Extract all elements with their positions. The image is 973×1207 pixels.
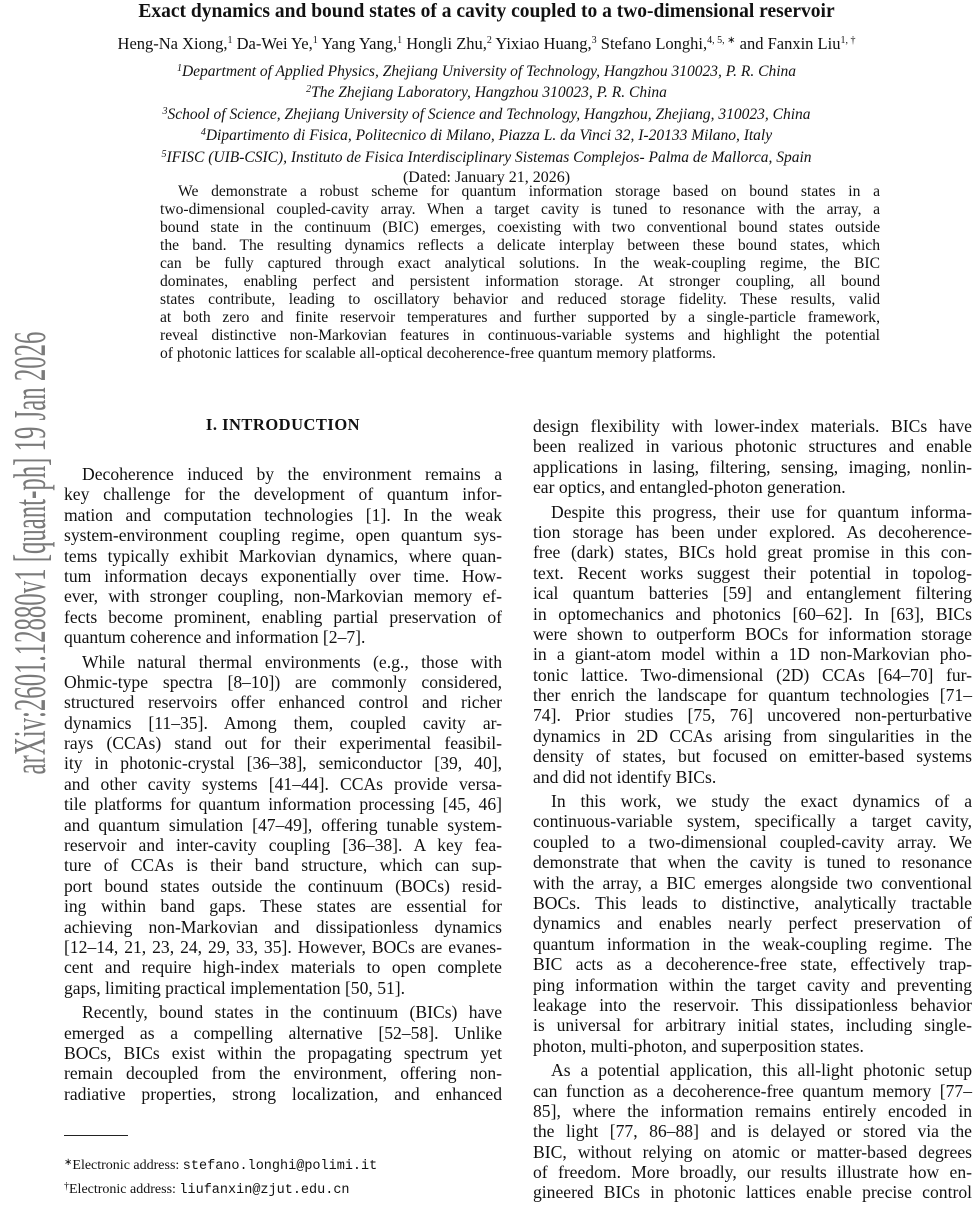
text-line: ing within band gaps. These states are essential for [64,896,502,917]
text-line: key challenge for the development of quantum infor- [64,484,502,505]
text-line: Despite this progress, their use for quantum informa- [551,501,972,522]
text-line: free (dark) states, BICs hold great promise in this con- [533,542,972,563]
text-line: dynamics and enables nearly perfect preservation of [533,913,972,934]
affiliations [0,61,973,168]
text-line: were shown to outperform BOCs for information storage [533,623,972,644]
abstract-line: reveal distinctive non-Markovian features in continuous-variable systems and highlight the potential [160,327,880,344]
affiliation [0,61,973,82]
paragraph [64,464,502,648]
text-line: been realized in various photonic structures and enable [533,436,972,457]
text-line: achieving non-Markovian and dissipationless dynamics [64,916,502,937]
footnote [64,1154,504,1178]
abstract-line: states contribute, leading to oscillatory behavior and reduced storage fidelity. These results, valid [160,291,880,308]
text-line: tonic lattice. Two-dimensional (2D) CCAs [64–70] fur- [533,664,972,685]
abstract-line: of photonic lattices for scalable all-optical decoherence-free quantum memory platforms. [160,345,716,362]
affiliation [0,125,973,146]
text-line: design flexibility with lower-index materials. BICs have [533,416,972,436]
author-affiliation-mark: 1, † [840,35,856,46]
text-line: cent and require high-index materials to open complete [64,957,502,978]
footnote [64,1178,504,1202]
text-line: quantum coherence and information [2–7]. [64,627,366,648]
text-line: tion storage has been under explored. As decoherence- [533,521,972,542]
affiliation-number: 1 [176,63,182,74]
paragraph [533,1060,972,1203]
author: Yang Yang, [321,34,398,53]
text-line: gineered BICs in photonic lattices enable precise control [533,1182,972,1203]
affiliation-text: School of Science, Zhejiang University of Science and Technology, Hangzhou, Zhejiang, 310023, China [167,105,811,123]
footnote-mark: † [64,1181,69,1192]
text-line: ture of CCAs is their band structure, which can sup- [64,855,502,876]
text-line: ity in photonic-crystal [36–38], semiconductor [39, 40], [64,753,502,774]
text-line: emerged as a compelling alternative [52–58]. Unlike [64,1022,502,1043]
text-line: Ohmic-type spectra [8–10]) are commonly considered, [64,671,502,692]
text-line: Recently, bound states in the continuum (BICs) have [82,1002,502,1023]
text-line: tems typically exhibit Markovian dynamics, where quan- [64,545,502,566]
text-line: ical quantum batteries [59] and entanglement filtering [533,583,972,604]
abstract-line: bound state in the continuum (BIC) emerges, coexisting with two conventional bound states outside [160,219,880,236]
footnote-mark: ∗ [64,1157,73,1168]
text-line: in optomechanics and photonics [60–62]. In [63], BICs [533,603,972,624]
abstract-line: two-dimensional coupled-cavity array. When a target cavity is tuned to resonance with the array, a [160,201,880,218]
footnote-rule [64,1135,128,1136]
paragraph [64,1002,502,1104]
text-line: rays (CCAs) stand out for their experimental feasibil- [64,733,502,754]
text-line: dynamics [11–35]. Among them, coupled cavity ar- [64,712,502,733]
text-line: Decoherence induced by the environment remains a [82,464,502,484]
text-line: text. Recent works suggest their potential in topolog- [533,562,972,583]
affiliation-text: IFISC (UIB-CSIC), Instituto de Fisica Interdisciplinary Sistemas Complejos- Palma de Mallorca, Spain [166,148,812,166]
author: and Fanxin Liu [739,34,841,53]
text-line: BOCs, BICs exist within the propagating spectrum yet [64,1042,502,1063]
affiliation-number: 5 [161,148,167,160]
author-affiliation-mark: 2 [486,35,492,46]
text-line: fects become prominent, enabling partial preservation of [64,606,502,627]
abstract-line: We demonstrate a robust scheme for quantum information storage based on bound states in a [178,183,880,200]
author-affiliation-mark: 1 [312,35,318,46]
text-line: remain decoupled from the environment, offering non- [64,1063,502,1084]
text-line: tile platforms for quantum information processing [45, 46] [64,794,502,815]
text-line: dynamics in 2D CCAs arising from singularities in the [533,725,972,746]
text-line: 85], where the information remains entirely encoded in [533,1100,972,1121]
author-list [0,33,973,55]
footnote-label: Electronic address: [72,1158,183,1173]
text-line: continuous-variable system, specifically a target cavity, [533,811,972,832]
paragraph [533,416,972,498]
text-line: As a potential application, this all-light photonic setup [551,1060,972,1081]
text-line: [12–14, 21, 23, 24, 29, 33, 35]. However, BOCs are evanes- [64,936,502,957]
date-line: (Dated: January 21, 2026) [402,169,571,186]
affiliation-text: Department of Applied Physics, Zhejiang University of Technology, Hangzhou 310023, P. R. China [181,63,797,80]
author-affiliation-mark: 3 [591,35,597,46]
affiliation-number: 3 [162,105,168,117]
affiliation [0,147,973,168]
text-line: system-environment coupling regime, open quantum sys- [64,525,502,546]
text-line: the light [77, 86–88] and is delayed or stored via the [533,1121,972,1142]
text-line: with the array, a BIC emerges alongside two conventional [533,872,972,893]
text-line: tum information decays exponentially over time. How- [64,565,502,586]
text-line: radiative properties, strong localization, and enhanced [64,1083,502,1104]
arxiv-stamp-text: arXiv:2601.12880v1 [quant-ph] 19 Jan 2026 [3,331,56,775]
affiliation-text: Dipartimento di Fisica, Politecnico di Milano, Piazza L. da Vinci 32, I-20133 Milano, Italy [205,127,773,145]
text-line: reservoir and inter-cavity coupling [36–38]. A key fea- [64,835,502,856]
author: Da-Wei Ye, [236,34,313,53]
author-affiliation-mark: 4, 5, ∗ [707,35,736,46]
author: Yixiao Huang, [495,34,592,53]
text-line: of freedom. More broadly, our results illustrate how en- [533,1162,972,1183]
text-line: is universal for arbitrary initial states, including single- [533,1015,972,1036]
text-line: structured reservoirs offer enhanced control and richer [64,692,502,713]
section-heading-introduction: I. INTRODUCTION [205,415,361,434]
text-line: photon, multi-photon, and superposition states. [533,1035,864,1056]
text-line: BOCs. This leads to distinctive, analytically tractable [533,892,972,913]
footnotes [64,1154,504,1202]
affiliation-number: 4 [200,127,206,139]
abstract-line: the band. The resulting dynamics reflects a delicate interplay between these bound states, which [160,237,880,254]
text-line: mation and computation technologies [1]. In the weak [64,504,502,525]
text-line: quantum information in the weak-coupling regime. The [533,933,972,954]
text-line: gaps, limiting practical implementation [50, 51]. [64,977,406,998]
footnote-label: Electronic address: [69,1182,180,1197]
text-line: density of states, but focused on emitter-based systems [533,746,972,767]
text-line: and quantum simulation [47–49], offering tunable system- [64,814,502,835]
abstract [160,183,880,363]
text-line: 74]. Prior studies [75, 76] uncovered non-perturbative [533,705,972,726]
author: Hongli Zhu, [406,34,487,53]
author: Stefano Longhi, [600,34,708,53]
text-line: In this work, we study the exact dynamics of a [551,791,972,812]
paper-title: Exact dynamics and bound states of a cavity coupled to a two-dimensional reservoir [138,1,835,22]
text-line: BIC, without relying on atomic or matter-based degrees [533,1141,972,1162]
text-line: applications in lasing, filtering, sensing, imaging, nonlin- [533,456,972,477]
affiliation [0,82,973,103]
affiliation [0,104,973,125]
text-line: ther enrich the landscape for quantum technologies [71– [533,685,972,706]
text-line: demonstrate that when the cavity is tuned to resonance [533,852,972,873]
text-line: ping information within the target cavity and preventing [533,974,972,995]
text-line: in a giant-atom model within a 1D non-Markovian pho- [533,644,972,665]
abstract-line: dominates, enabling perfect and persistent information storage. At stronger coupling, all bound [160,273,880,290]
text-line: While natural thermal environments (e.g., those with [82,651,502,672]
abstract-line: can be fully captured through exact analytical solutions. In the weak-coupling regime, the BIC [160,255,880,272]
paragraph [533,502,972,787]
right-column [533,416,972,1207]
left-column [64,464,502,1108]
text-line: ever, with stronger coupling, non-Markovian memory ef- [64,586,502,607]
affiliation-number: 2 [306,84,312,96]
abstract-line: at both zero and finite reservoir temperatures and further supported by a single-particle framework, [160,309,880,326]
text-line: coupled to a two-dimensional coupled-cavity array. We [533,831,972,852]
paragraph [64,652,502,999]
paragraph [533,791,972,1056]
email-address: stefano.longhi@polimi.it [182,1159,378,1174]
text-line: and other cavity systems [41–44]. CCAs provide versa- [64,773,502,794]
text-line: can function as a decoherence-free quantum memory [77– [533,1080,972,1101]
affiliation-text: The Zhejiang Laboratory, Hangzhou 310023, P. R. China [311,84,667,102]
text-line: ear optics, and entangled-photon generation. [533,477,846,498]
email-address: liufanxin@zjut.edu.cn [179,1183,350,1198]
text-line: leakage into the reservoir. This dissipationless behavior [533,994,972,1015]
text-line: port bound states outside the continuum (BOCs) resid- [64,875,502,896]
author: Heng-Na Xiong, [117,34,228,53]
text-line: BIC acts as a decoherence-free state, effectively trap- [533,954,972,975]
author-affiliation-mark: 1 [397,35,403,46]
author-affiliation-mark: 1 [227,35,233,46]
text-line: and did not identify BICs. [533,766,717,787]
